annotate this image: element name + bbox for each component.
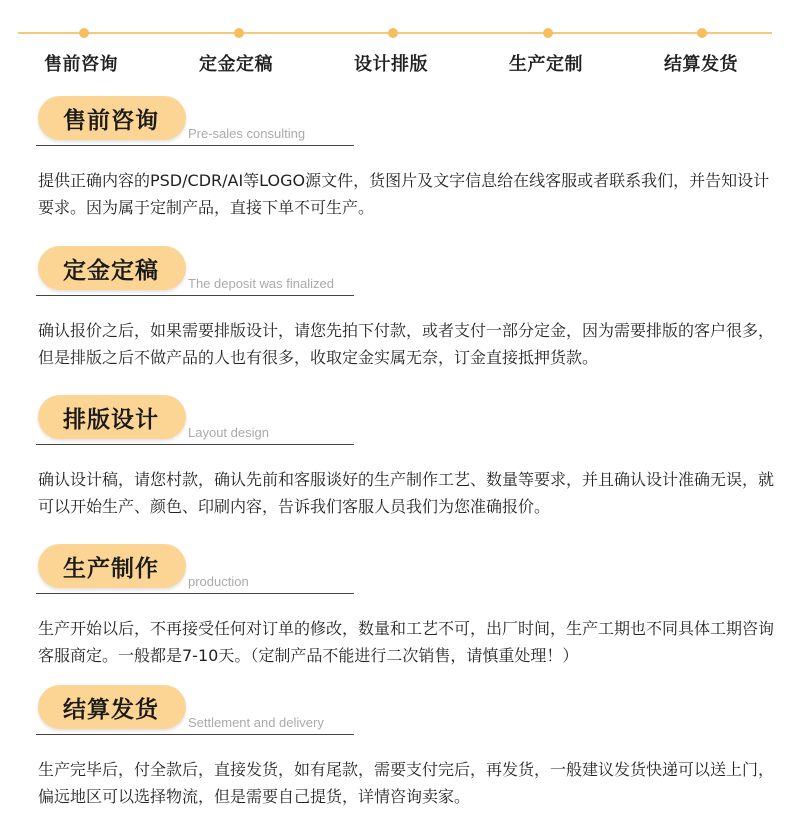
section-title: 售前咨询 xyxy=(63,108,159,134)
timeline-step-design: 设计排版 xyxy=(354,54,428,75)
timeline-step-presales: 售前咨询 xyxy=(44,54,118,75)
timeline-dot xyxy=(543,28,553,38)
section-title: 排版设计 xyxy=(63,407,159,433)
section-title-badge xyxy=(38,246,186,290)
section-title-badge xyxy=(38,395,186,439)
section-divider xyxy=(36,444,354,445)
section-subtitle: production xyxy=(188,574,249,589)
section-divider xyxy=(36,295,354,296)
section-divider xyxy=(36,734,354,735)
section-divider xyxy=(36,145,354,146)
section-body: 确认设计稿，请您村款，确认先前和客服谈好的生产制作工艺、数量等要求，并且确认设计准确无误，就可以开始生产、颜色、印刷内容，告诉我们客服人员我们为您准确报价。 xyxy=(38,470,775,516)
section-subtitle: Pre-sales consulting xyxy=(188,126,306,141)
section-subtitle: The deposit was finalized xyxy=(188,276,334,291)
section-body: 生产完毕后，付全款后，直接发货，如有尾款，需要支付完后，再发货，一般建议发货快递可以送上门，偏远地区可以选择物流，但是需要自己提货，详情咨询卖家。 xyxy=(38,760,775,806)
section-subtitle: Layout design xyxy=(188,425,269,440)
section-body: 提供正确内容的PSD/CDR/AI等LOGO源文件，货图片及文字信息给在线客服或者联系我们，并告知设计要求。因为属于定制产品，直接下单不可生产。 xyxy=(38,171,770,217)
section-title: 生产制作 xyxy=(63,556,159,582)
section-divider xyxy=(36,593,354,594)
timeline-dot xyxy=(79,28,89,38)
section-title-badge xyxy=(38,685,186,729)
timeline-dot xyxy=(234,28,244,38)
section-subtitle: Settlement and delivery xyxy=(188,715,324,730)
timeline-dot xyxy=(697,28,707,38)
section-body: 确认报价之后，如果需要排版设计，请您先拍下付款，或者支付一部分定金，因为需要排版的客户很多，但是排版之后不做产品的人也有很多，收取定金实属无奈，订金直接抵押货款。 xyxy=(38,321,775,367)
section-title: 定金定稿 xyxy=(63,258,159,284)
timeline-step-production: 生产定制 xyxy=(509,54,583,75)
timeline-step-deposit: 定金定稿 xyxy=(199,54,273,75)
section-title: 结算发货 xyxy=(63,697,159,723)
section-body: 生产开始以后，不再接受任何对订单的修改，数量和工艺不可，出厂时间，生产工期也不同具体工期咨询客服商定。一般都是7-10天。（定制产品不能进行二次销售，请慎重处理！） xyxy=(38,619,775,665)
timeline-dot xyxy=(388,28,398,38)
section-title-badge xyxy=(38,96,186,140)
timeline-step-delivery: 结算发货 xyxy=(664,54,738,75)
section-title-badge xyxy=(38,544,186,588)
